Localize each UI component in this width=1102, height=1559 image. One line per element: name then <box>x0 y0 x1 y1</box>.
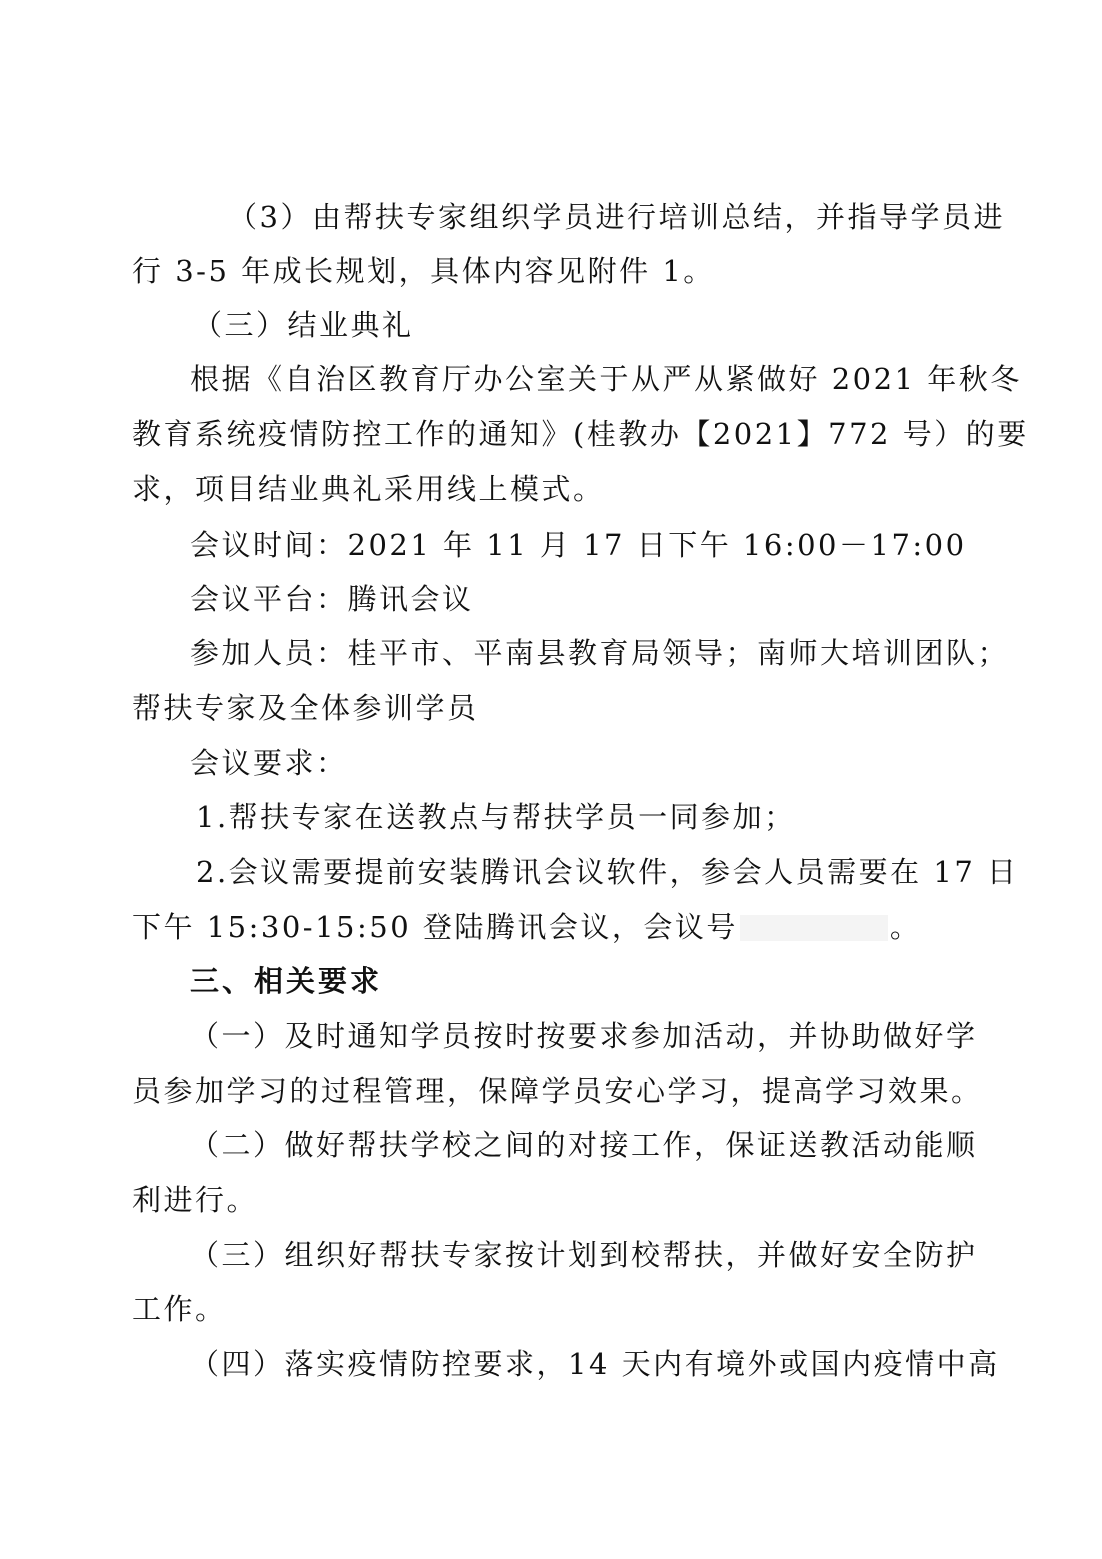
paragraph-line: 根据《自治区教育厅办公室关于从严从紧做好 2021 年秋冬 <box>190 362 1022 396</box>
section-heading: 三、相关要求 <box>190 964 383 998</box>
paragraph-line: 行 3-5 年成长规划，具体内容见附件 1。 <box>132 254 715 288</box>
paragraph-line: （二）做好帮扶学校之间的对接工作，保证送教活动能顺 <box>190 1128 978 1162</box>
paragraph-text: 下午 15:30-15:50 登陆腾讯会议，会议号 <box>132 910 738 944</box>
paragraph-line: 求，项目结业典礼采用线上模式。 <box>132 472 605 506</box>
meeting-number-line <box>132 907 921 947</box>
meeting-platform: 会议平台：腾讯会议 <box>190 582 474 616</box>
paragraph-line: 利进行。 <box>132 1183 259 1217</box>
paragraph-text: 。 <box>889 910 922 944</box>
redacted-meeting-number <box>740 915 888 941</box>
paragraph-line: （3）由帮扶专家组织学员进行培训总结，并指导学员进 <box>228 200 1005 234</box>
paragraph-line: 教育系统疫情防控工作的通知》(桂教办【2021】772 号）的要 <box>132 417 1029 451</box>
section-subheading: （三）结业典礼 <box>193 308 414 342</box>
paragraph-line: 员参加学习的过程管理，保障学员安心学习，提高学习效果。 <box>132 1074 983 1108</box>
list-item: 2.会议需要提前安装腾讯会议软件，参会人员需要在 17 日 <box>196 855 1019 889</box>
paragraph-line: 帮扶专家及全体参训学员 <box>132 691 479 725</box>
meeting-requirements-label: 会议要求： <box>190 746 348 780</box>
paragraph-line: 参加人员：桂平市、平南县教育局领导；南师大培训团队； <box>190 636 1010 670</box>
paragraph-line: （三）组织好帮扶专家按计划到校帮扶，并做好安全防护 <box>190 1238 978 1272</box>
paragraph-line: （一）及时通知学员按时按要求参加活动，并协助做好学 <box>190 1019 978 1053</box>
paragraph-line: 工作。 <box>132 1292 227 1326</box>
paragraph-line: （四）落实疫情防控要求，14 天内有境外或国内疫情中高 <box>190 1347 1000 1381</box>
list-item: 1.帮扶专家在送教点与帮扶学员一同参加； <box>196 800 796 834</box>
meeting-time: 会议时间：2021 年 11 月 17 日下午 16:00－17:00 <box>190 528 967 562</box>
